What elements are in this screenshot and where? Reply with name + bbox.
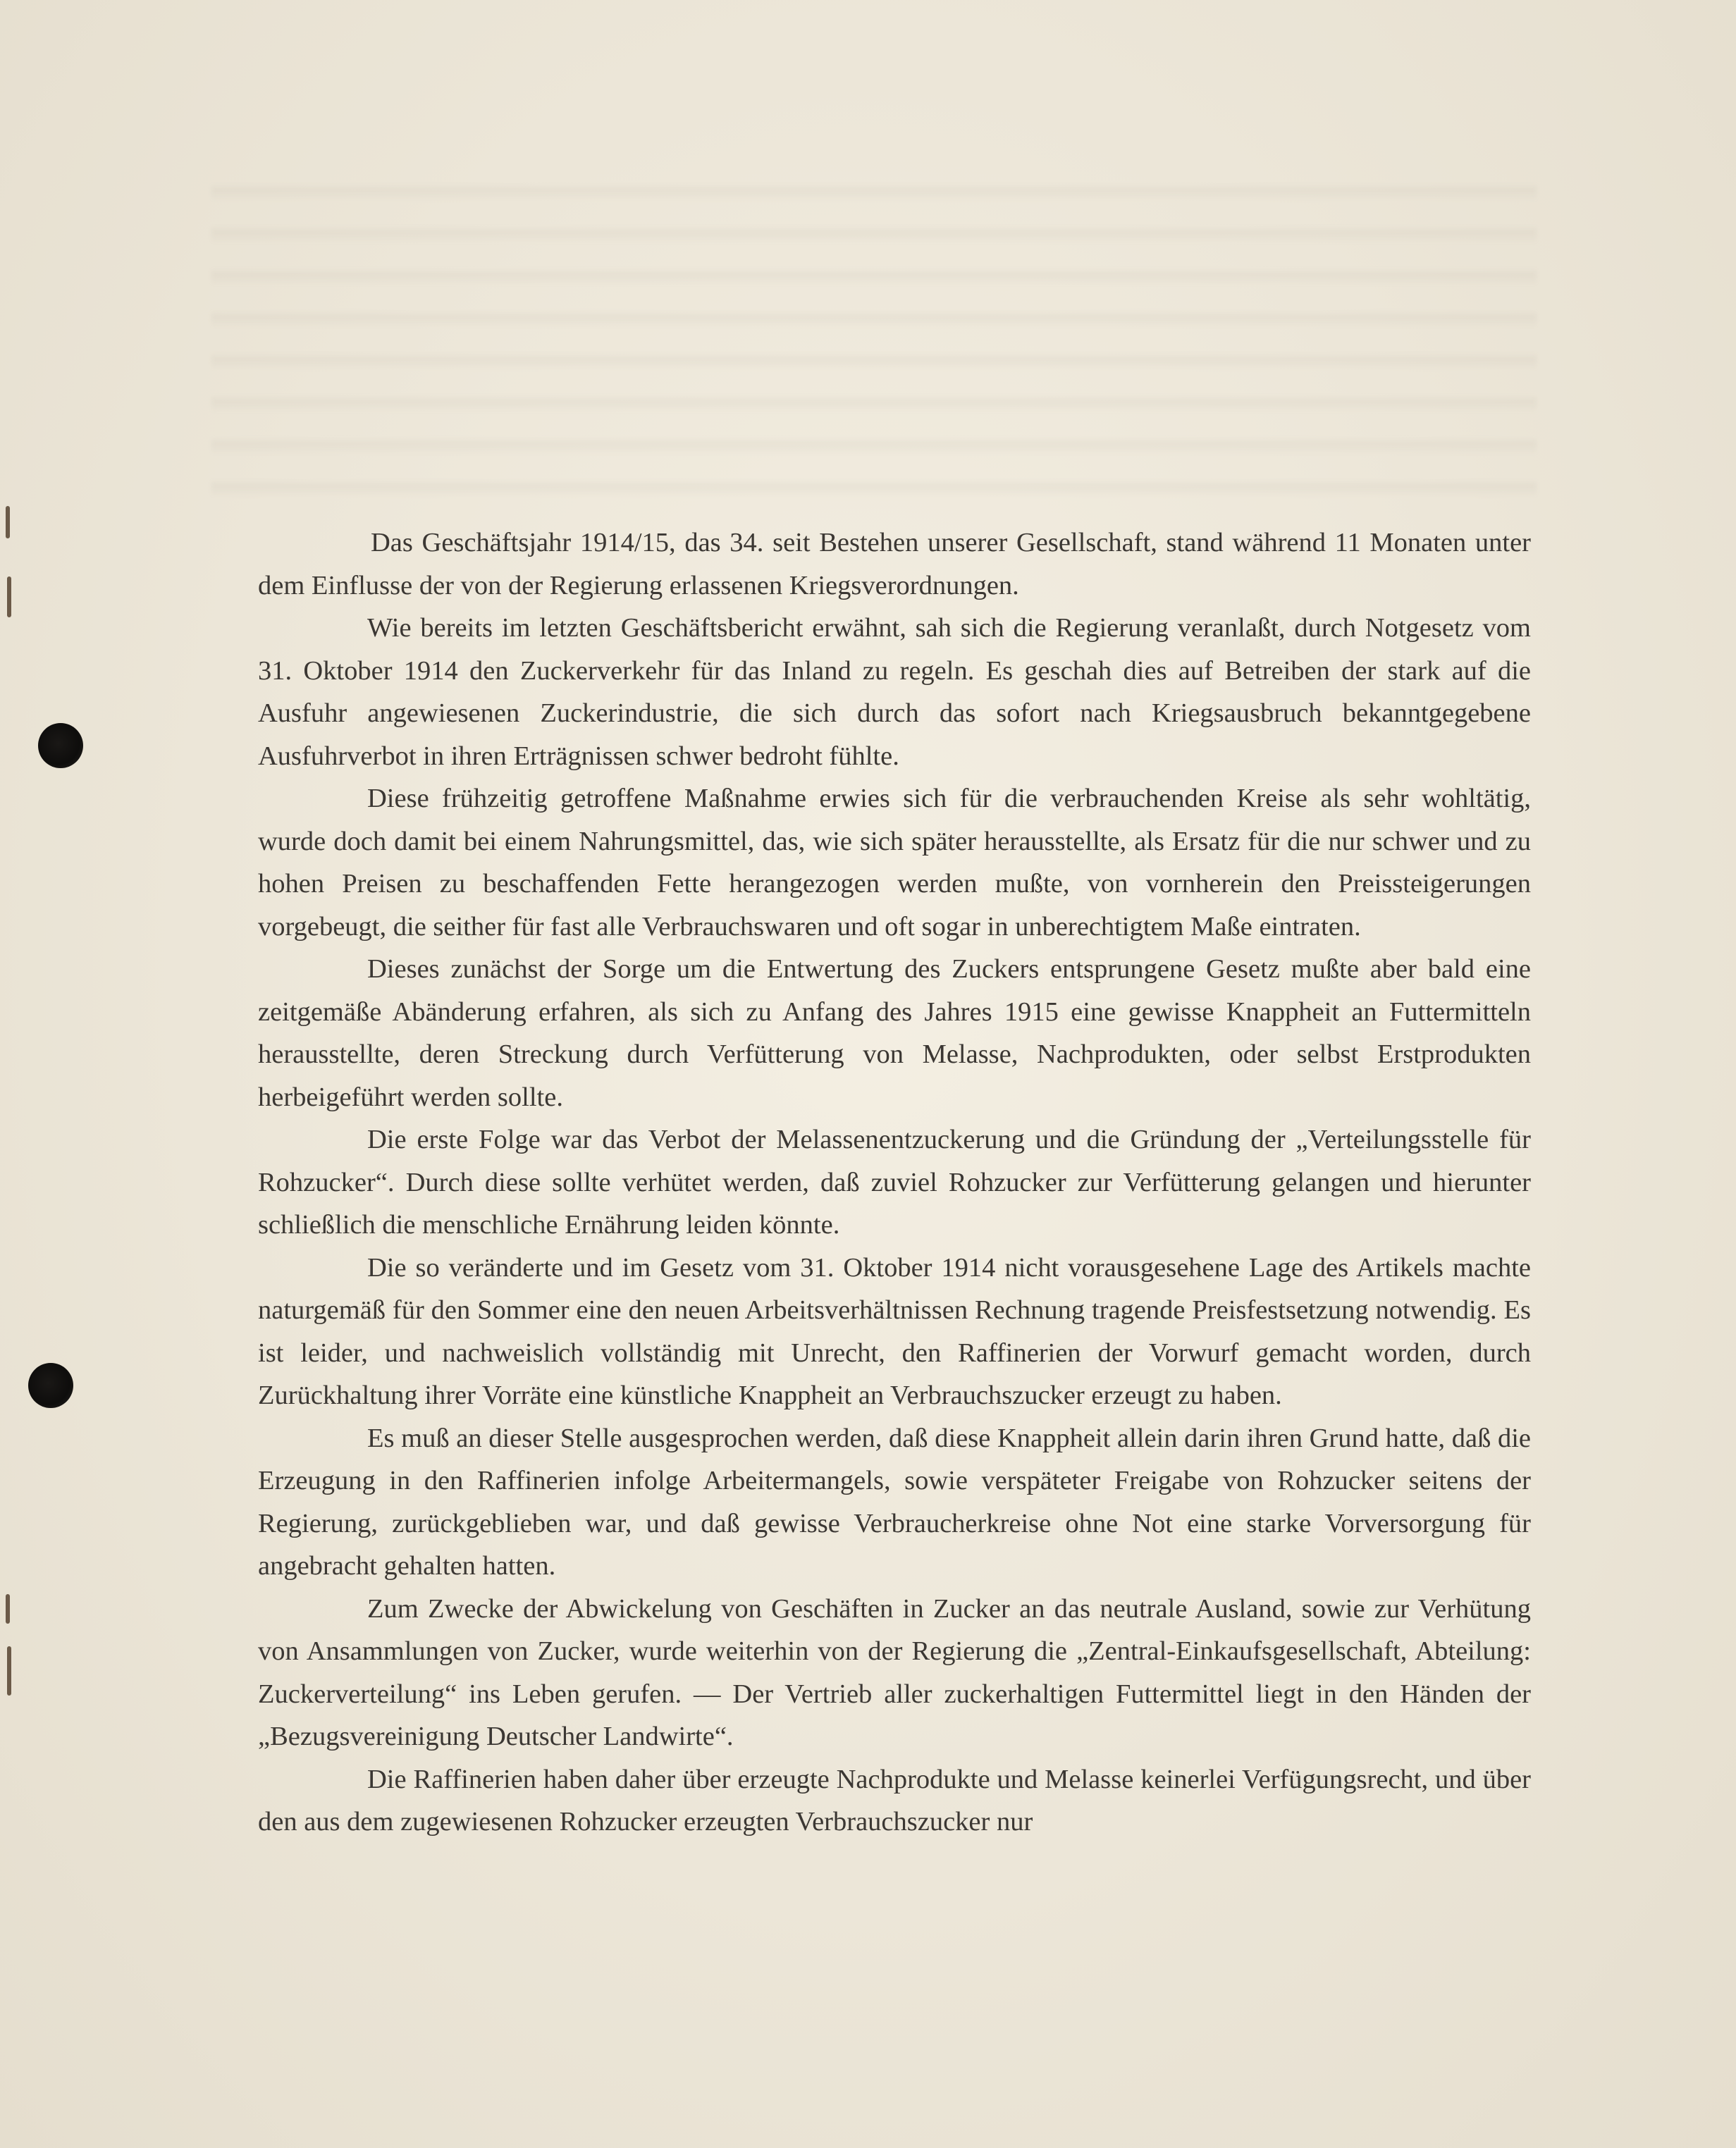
paragraph: Die so veränderte und im Gesetz vom 31. Oktober 1914 nicht vorausgesehene Lage des Artikels machte naturgemäß für den Sommer eine den neuen Arbeitsverhältnissen Rechnung tragende Preisfestsetzung notwendig. Es ist leider, und nachweislich vollständig mit Unrecht, den Raffinerien der Vorwurf gemacht worden, durch Zurückhaltung ihrer Vorräte eine künstliche Knappheit an Verbrauchszucker erzeugt zu haben. [258, 1252, 1531, 1410]
paragraph: Zum Zwecke der Abwickelung von Geschäften in Zucker an das neutrale Ausland, sowie zur Verhütung von Ansammlungen von Zucker, wurde weiterhin von der Regierung die „Zentral-Einkaufsgesellschaft, Abteilung: Zuckerverteilung“ ins Leben gerufen. — Der Vertrieb aller zuckerhaltigen Futtermittel liegt in den Händen der „Bezugsvereinigung Deutscher Landwirte“. [258, 1593, 1531, 1751]
paragraph: Die Raffinerien haben daher über erzeugte Nachprodukte und Melasse keinerlei Verfügungsrecht, und über den aus dem zugewiesenen Rohzucker erzeugten Verbrauchszucker nur [258, 1764, 1531, 1837]
binding-mark [7, 576, 11, 617]
paragraph: Es muß an dieser Stelle ausgesprochen werden, daß diese Knappheit allein darin ihren Grund hatte, daß die Erzeugung in den Raffinerien infolge Arbeitermangels, sowie verspäteter Freigabe von Rohzucker seitens der Regierung, zurückgeblieben war, und daß gewisse Verbraucherkreise ohne Not eine starke Vorversorgung für angebracht gehalten hatten. [258, 1423, 1531, 1581]
show-through-text [211, 159, 1537, 511]
binding-mark [7, 1646, 11, 1696]
punch-hole [28, 1363, 73, 1408]
binding-mark [6, 1594, 10, 1624]
paragraph: Das Geschäftsjahr 1914/15, das 34. seit Bestehen unserer Gesellschaft, stand während 11 Monaten unter dem Einflusse der von der Regierung erlassenen Kriegsverordnungen. [258, 528, 1531, 600]
paragraph: Die erste Folge war das Verbot der Melassenentzuckerung und die Gründung der „Verteilungsstelle für Rohzucker“. Durch diese sollte verhütet werden, daß zuviel Rohzucker zur Verfütterung gelangen und hierunter schließlich die menschliche Ernährung leiden könnte. [258, 1125, 1531, 1240]
body-text [258, 521, 1531, 1844]
punch-hole [38, 723, 83, 768]
paragraph: Wie bereits im letzten Geschäftsbericht erwähnt, sah sich die Regierung veranlaßt, durch Notgesetz vom 31. Oktober 1914 den Zuckerverkehr für das Inland zu regeln. Es geschah dies auf Betreiben der stark auf die Ausfuhr angewiesenen Zuckerindustrie, die sich durch das sofort nach Kriegsausbruch bekanntgegebene Ausfuhrverbot in ihren Erträgnissen schwer bedroht fühlte. [258, 613, 1531, 771]
binding-mark [6, 506, 10, 538]
paragraph: Dieses zunächst der Sorge um die Entwertung des Zuckers entsprungene Gesetz mußte aber bald eine zeitgemäße Abänderung erfahren, als sich zu Anfang des Jahres 1915 eine gewisse Knappheit an Futtermitteln herausstellte, deren Streckung durch Verfütterung von Melasse, Nachprodukten, oder selbst Erstprodukten herbeigeführt werden sollte. [258, 954, 1531, 1112]
paragraph: Diese frühzeitig getroffene Maßnahme erwies sich für die verbrauchenden Kreise als sehr wohltätig, wurde doch damit bei einem Nahrungsmittel, das, wie sich später herausstellte, als Ersatz für die nur schwer und zu hohen Preisen zu beschaffenden Fette herangezogen werden mußte, von vornherein den Preissteigerungen vorgebeugt, die seither für fast alle Verbrauchswaren und oft sogar in unberechtigtem Maße eintraten. [258, 784, 1531, 942]
